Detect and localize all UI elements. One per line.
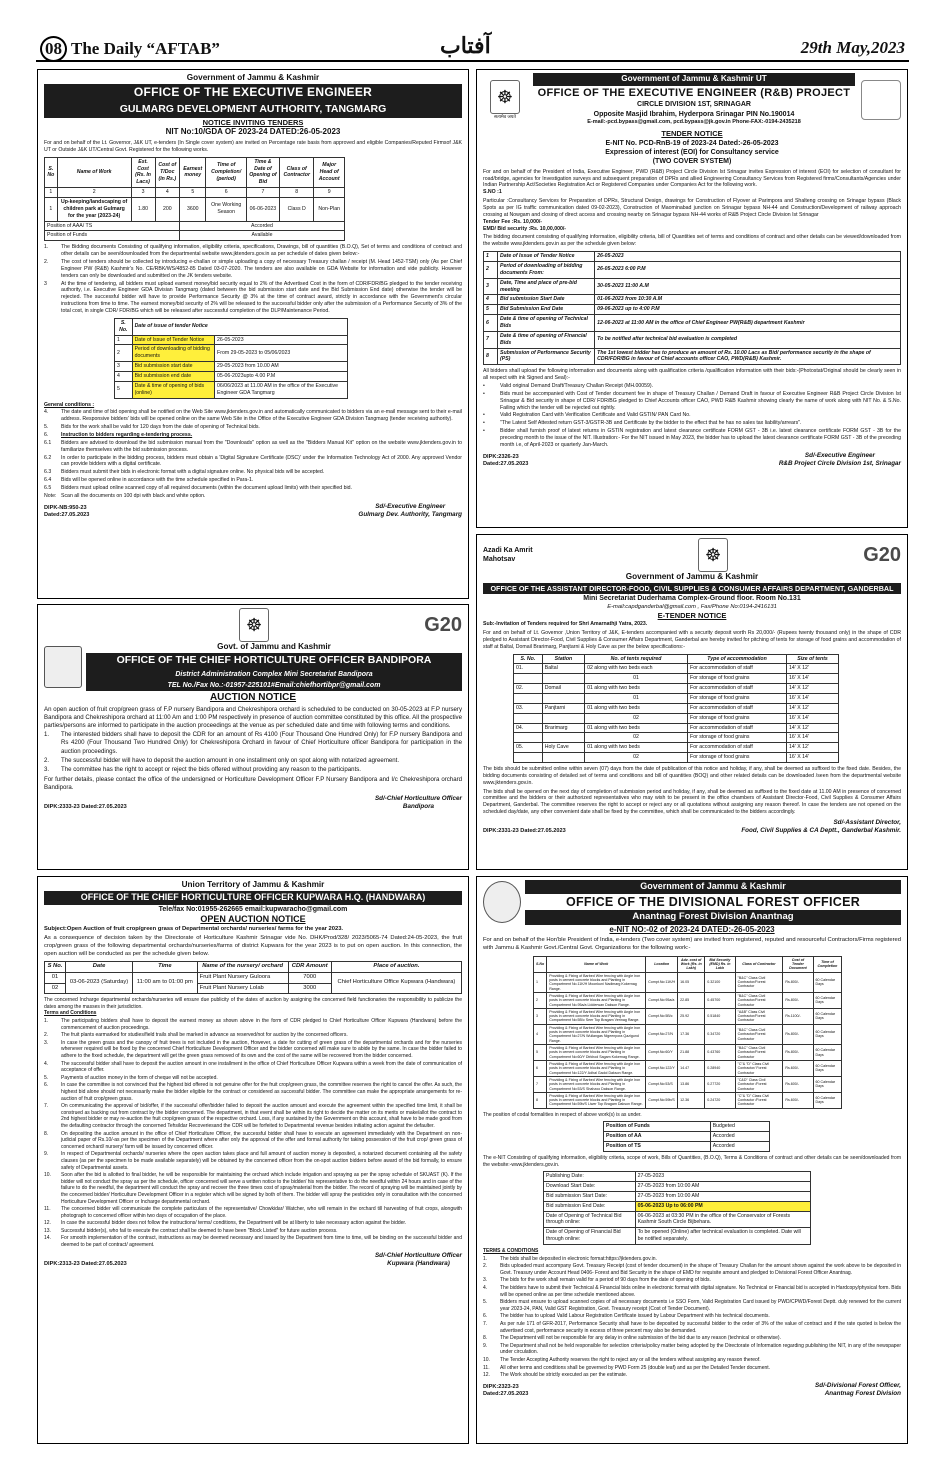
emd: EMD/ Bid security :Rs. 10,00,000/- bbox=[483, 225, 567, 232]
table-cell: 200 bbox=[155, 197, 180, 221]
table-row: 02 For storage of food grains 16' X 14' bbox=[514, 753, 839, 763]
table-cell: 6 bbox=[206, 188, 246, 198]
table-cell: 1 bbox=[45, 197, 58, 221]
paragraph: The concerned Incharge departmental orchards/nurseries will ensure due publicity of the dates of auction by assigning the concerned field functionaries the responsibility to publicize the dates among the masses in their jurisdiction. bbox=[44, 997, 462, 1010]
table-cell: Submission of Performance Security (PS) bbox=[498, 348, 595, 365]
table-cell: 1 bbox=[115, 335, 133, 345]
list-item: 6.2 In order to participate in the bidding process, bidders must obtain a 'Digital Signature Certificate (DSC)' under the Information Technology Act of 2000. Any approved Vendor can provide bidders with a digital certificate. bbox=[44, 454, 462, 468]
list-item: 2. The fruit plants earmarked for studies/field trails shall be marked in advance as reserved/not for auction by the concerned officers. bbox=[44, 1032, 348, 1039]
table-cell: 12-06-2023 at 11:00 AM in the office of Chief Engineer PW(R&B) department Kashmir bbox=[595, 315, 901, 332]
table-cell: Date & time of opening of Technical Bids bbox=[498, 315, 595, 332]
list-item: • Valid original Demand Draft/Treasury Challan Receipt (MH.00059). bbox=[483, 383, 654, 389]
intro-paragraph: For and on behalf of the Hon'ble President of India, e-tenders (Two cover system) are invited from registered, reputed and resourceful Contractors/Firms registered with Jammu & Kashmir Govt./Central Govt. Organizations for the following work:- bbox=[483, 937, 901, 952]
dates-table bbox=[114, 318, 348, 399]
terms-heading: Terms and Conditions bbox=[44, 1010, 97, 1017]
table-cell: 5 bbox=[484, 305, 498, 315]
table-cell: Class D bbox=[280, 197, 314, 221]
table-row: 05. Holy Cave 01 along with two beds For accommodation of staff 14' X 12' bbox=[514, 743, 839, 753]
table-cell: Position of AAA/ TS bbox=[45, 221, 180, 231]
table-header: Time & Date of Opening of Bid bbox=[246, 157, 279, 187]
list-item: • Valid Registration Card with Verification Certificate and Valid GSTIN/ PAN Card No. bbox=[483, 412, 691, 419]
signature-block: DIPK:2323-23 Dated:27.05.2023 Sd/-Divisional Forest Officer, Anantnag Forest Division bbox=[483, 1381, 901, 1398]
intro-paragraph: For and on behalf of Lt. Governor ,Union Territory of J&K, E-tenders accompanied with a security deposit worth Rs 20,000/- (Rupees twenty thousand only) in the shape of CDR pledged to Assistant Director-Food, Civil Supplies & Consumer Affairs Department, Ganderbal are hereby invited for pitching of tents for storage of food grains and accommodation of staff at Baltal, Domail Brarimarg, Panjtarni & Holy Cave as per the below specifications:- bbox=[483, 629, 901, 650]
table-row: 01 For storage of food grains 16' X 14' bbox=[514, 674, 839, 684]
table-cell: 2 bbox=[57, 188, 131, 198]
list-item: 4. The date and time of bid opening shall be notified on the Web Site www.jktenders.gov.in and automatically communicated to bidders via an e-mail message sent to their e-mail address. Responsive bidders' bids will be opened online on the same Web Site in the Office of the Executive Engineer GDA Division Tangmarg (tender receiving authority). bbox=[44, 409, 462, 423]
page-number: 08 The Daily “AFTAB” bbox=[40, 36, 220, 62]
table-cell: Position of Funds bbox=[45, 231, 180, 241]
list-item: 1. The bids shall be deposited in electronic format:https://jktenders.gov.in. bbox=[483, 1255, 657, 1262]
list-item: 12. In case the successful bidder does not follow the instructions/ terms/ conditions, the Department will be at liberty to take necessary action against the bidder. bbox=[44, 1220, 407, 1227]
table-cell: 5 bbox=[180, 188, 206, 198]
ad-contact: TEL No./Fax No.:-01957-225101#Email:chiefhortibpr@gmail.com bbox=[86, 680, 462, 691]
list-item: 9. The Department shall not be held responsible for selection criteria/policy matter being adopted by the Directorate of Information regarding publishing the NIT, in any of the newspaper under circulation. bbox=[483, 1342, 901, 1356]
table-cell: Date & time of opening of Financial Bids bbox=[498, 331, 595, 348]
list-item: 7. As per rule 171 of GFR-2017, Performance Security shall have to be deposited by successful bidder to the order of 3% of the value of contract and if the rate quoted is below the advertised cost, performance security in excess of three percent may also be demanded. bbox=[483, 1320, 901, 1334]
table-row: 01. Baltal 02 along with two beds each For accommodation of staff 14' X 12' bbox=[514, 664, 839, 674]
paragraph: For further details, please contact the office of the undersigned or Horticulture Development Officer F.P Nursery Bandipora and I/c Chekreshipora orchard Bandipora. bbox=[44, 775, 462, 791]
table-cell: 8 bbox=[280, 188, 314, 198]
table-cell: 26-05-2023 bbox=[215, 335, 348, 345]
table-cell: 3600 bbox=[180, 197, 206, 221]
paragraph: The bids should be submitted online within seven (07) days from the date of publication of this notice and holiday, if any, shall be deemed as suffixed to the fixed date. Besides, the bidding documents consisting of detailed set of terms and conditions and bill of quantities (BOQ) and other related details can be downloaded /seen from the departmental website www.jktenders.gov.in. bbox=[483, 765, 901, 786]
ad-horticulture-kupwara bbox=[37, 876, 469, 1444]
table-cell: 3 bbox=[484, 278, 498, 295]
table-cell: 05-06-2023upto 4.00 P.M bbox=[215, 372, 348, 382]
table-cell: 4 bbox=[115, 372, 133, 382]
ad-title: OFFICE OF THE EXECUTIVE ENGINEER bbox=[44, 84, 462, 102]
list-item: 6.3 Bidders must submit their bids in electronic format with a digital signature online. No physical bids will be accepted. bbox=[44, 469, 325, 476]
g20-logo: G20 bbox=[863, 543, 901, 566]
signature-block: DIPK-NB:950-23 Dated:27.05.2023 Sd/-Executive Engineer Gulmarg Dev. Authority, Tangmarg bbox=[44, 502, 462, 519]
table-row: 2 Providing & Fixing of Barbed Wire fencing with Angle Iron posts in cement concrete blocks and Planting in Compartment No.95a/a Lidderwan Dakson Range. Compt.No:95a/a 22.85 0.45700 "B&C" Class Civil Contractor/Forest Contractor Rs.800/- 60 Calendar Days bbox=[534, 992, 842, 1008]
ad-gov: Government of Jammu & Kashmir bbox=[625, 572, 759, 581]
list-item: 8. On depositing the auction amount in the office of Chief Horticulture Officer, the successful bidder shall have to execute an agreement immediately with the Department on non-judicial paper of Rs.10/-as per the specimen of the Department where after only the approval of the offer and formal authority for taking possession of the fruit crop/ green grass of concerned orchard/ nursery/ farm will be issued by concerned officer. bbox=[44, 1130, 462, 1150]
table-row: 02 For storage of food grains 16' X 14' bbox=[514, 733, 839, 743]
table-header: Time bbox=[133, 962, 198, 973]
table-cell: To be notified after technical bid evaluation is completed bbox=[595, 331, 901, 348]
terms-heading: TERMS & CONDITIONS bbox=[483, 1248, 539, 1255]
ad-title: OFFICE OF THE EXECUTIVE ENGINEER (R&B) PROJECT bbox=[537, 86, 851, 99]
list-item: • "The Latest Self Attested return GST-3/GSTR-3B and Certificate by the bidder to the effect that he has no sales tax liability/arrears". bbox=[483, 420, 802, 427]
ad-address: Opposite Masjid Ibrahim, Hyderpora Srinagar PIN No.190014 bbox=[593, 110, 795, 118]
list-item: 1. The participating bidders shall have to deposit the earnest money as shown above in the form of CDR pledged to Chief Horticulture Officer Kupwara (Handwara) before the commencement of auction proceedings. bbox=[44, 1018, 462, 1031]
signature-block: DIPK:2326-23 Dated:27.05.2023 Sd/-Executive Engineer R&B Project Circle Division 1st, Srinagar bbox=[483, 451, 901, 468]
list-item: 3. In case the green grass and the canopy of fruit trees is not included in the auction, However, a date for cutting of green grass of the departmental orchards and for the nurseries whenever required will be fixed by the concerned Chief Horticulture Development Officer and the bidder concerned will make sure to abide by the same. In case the bidder failed to adhere to the fixed schedule, the department will get the green grass removed of its own and the cost of the same will be recovered from the bidder concerned. bbox=[44, 1039, 462, 1060]
codal-line: The position of codal formalities in respect of above work(s) is as under. bbox=[483, 1111, 642, 1118]
cover-system: (TWO COVER SYSTEM) bbox=[652, 158, 732, 166]
table-cell: Bid submission Start Date bbox=[498, 295, 595, 305]
table-header: Type of accommodation bbox=[688, 654, 787, 664]
table-cell: 06-06-2023 bbox=[246, 197, 279, 221]
table-cell: 5 bbox=[115, 381, 133, 398]
list-item: 6.4 Bids will be opened online in accordance with the time schedule specified in Para-1. bbox=[44, 477, 254, 484]
table-header: Place of auction. bbox=[331, 962, 461, 973]
signature-block: DIPK:2313-23 Dated:27.05.2023 Sd/-Chief Horticulture Officer Kupwara (Handwara) bbox=[44, 1251, 462, 1267]
table-cell: Bid submission end date bbox=[132, 372, 214, 382]
list-item: 6.5 Bidders must upload online scanned copy of all required documents (within the document upload limits) with their specified bid. bbox=[44, 485, 352, 492]
table-cell: The 1st lowest bidder has to produce an amount of Rs. 10.00 Lacs as Bid/ performance security in the shape of CDR/FDR/BG in favour of Chief accounts officer CAO, PWD(R&B) Kashmir. bbox=[595, 348, 901, 365]
table-cell: 2 bbox=[484, 261, 498, 278]
table-cell: 1.80 bbox=[131, 197, 155, 221]
table-row: 6 Providing & Fixing of Barbed Wire fencing with Angle Iron posts in cement concrete blocks and Planting in Compartment No:122/Y Adhal Gadol Dakson Range. Compt.No:122/Y 14.47 0.28940 "C"& "D" Class Civil Contractor/ Forest Contractor Rs.600/- 60 Calendar Days bbox=[534, 1060, 842, 1076]
notice-heading: OPEN AUCTION NOTICE bbox=[200, 913, 306, 924]
list-item: 2. Bids uploaded must accompany Govt. Treasury Receipt (cost of tender document) in the shape of Treasury Challan for the amount shown against the work above to be deposited in Govt. Treasury under Account Head 0406- Forest and Bid Security in the shape of EMD for requisite amount and pledged to Divisional Forest Officer Anantnag. bbox=[483, 1263, 901, 1276]
table-cell: 1 bbox=[45, 188, 58, 198]
list-item: 2. The successful bidder will have to deposit the auction amount in one installment only on spot along with notarized agreement. bbox=[44, 756, 400, 764]
table-cell: 8 bbox=[484, 348, 498, 365]
table-header: S. No. bbox=[514, 654, 543, 664]
notice-heading: TENDER NOTICE bbox=[661, 129, 723, 139]
ad-address: Mini Secretariat Duderhama Complex-Ground floor. Room No.131 bbox=[583, 595, 801, 603]
table-row: 1 Providing & Fixing of Barbed Wire fencing with Angle Iron posts in cement concrete blocks and Planting in Compartment No.11K/H Moonkuni Nadimarg Kokernag Range. Compt.No:11K/H 16.05 0.32100 "B&C" Class Civil Contractor/Forest Contractor Rs.800/- 60 Calendar Days bbox=[534, 972, 842, 992]
ad-gov: Government of Jammu & Kashmir UT bbox=[533, 73, 855, 86]
general-conditions-heading: General conditions : bbox=[44, 401, 95, 408]
ad-gov: Govt. of Jammu and Kashmir bbox=[217, 642, 331, 651]
subject-line: Subject:Open Auction of fruit crop/green grass of Departmental orchards/ nurseries/ farms for the year 2023. bbox=[44, 925, 344, 932]
table-cell: Date & time of opening of bids (online) bbox=[132, 381, 214, 398]
table-row: 5 Providing & Fixing of Barbed Wire fencing with Angle Iron posts in cement concrete blocks and Planting in Compartment No:60/Y Dirkhod Sagam Kokernag Range. Compt.No:60/Y 21.88 0.43760 "B&C" Class Civil Contractor/Forest Contractor Rs.800/- 60 Calendar Days bbox=[534, 1045, 842, 1061]
list-item: 9. In respect of Departmental orchards/ nurseries where the open auction takes place and full amount of auction money is deposited, a notarized document containing all the safety clauses (as per the specimen to be made available separately) will be obtained by the concerned officer from the on-spot auction bidders before award of the bid formally, to ensure safety of Departmental assets. bbox=[44, 1151, 462, 1171]
intro-paragraph: For and on behalf of the Lt. Governor, J&K UT, e-tenders (In Single cover system) are invited on Percentage rate basis from approved and eligible Companies/Reputed Firmsof J&K UT or Outside J&K UT/Central Govt. Registered for the following works. bbox=[44, 139, 462, 153]
table-cell: 4 bbox=[155, 188, 180, 198]
list-item: 6. The bidder has to upload Valid Labour Registration Certificate issued by Labour Department with his technical documents. bbox=[483, 1313, 770, 1320]
table-cell: Bid submission start date bbox=[132, 362, 214, 372]
list-item: 3. The committee has the right to accept or reject the bids offered without providing any reason to the participants. bbox=[44, 765, 362, 773]
table-cell: Accorded bbox=[180, 221, 345, 231]
table-row: 8 Providing & Fixing of Barbed Wire fencing with Angle Iron posts in cement concrete blocks and Planting in Compartment No:59b/S Liwer Top Bragam Dakson Range. Compt.No:59b/S 12.36 0.24720 "C"& "D" Class Civil Contractor /Forest Contractor Rs.600/- 60 Calendar Days bbox=[534, 1092, 842, 1108]
list-item: 5. Bidders must ensure to upload scanned copies of all necessary documents i.e SSO Form, Valid Registration Card issued by PWD/CPWD/Forest Deptt. duly renewed for the current year 2023-24, PAN, Valid GST Registration, Govt. Treasury receipt (Cost of Tender Document). bbox=[483, 1299, 901, 1312]
forest-dept-logo-icon bbox=[483, 881, 521, 923]
table-cell: Up-keeping/landscaping of children park at Gulmarg for the year (2023-24) bbox=[57, 197, 131, 221]
list-item: 8. The Department will not be responsible for any delay in online submission of the bid due to any reason (technical or otherwise). bbox=[483, 1335, 781, 1342]
nit-number: NIT No:10/GDA OF 2023-24 DATED:26-05-2023 bbox=[165, 127, 341, 137]
table-header: Name of Work bbox=[57, 157, 131, 187]
ad-gov: Government of Jammu & Kashmir bbox=[186, 73, 320, 82]
list-item: 14. For smooth implementation of the contract, instructions as may be deemed necessary and issued by the Department from time to time, will be binding on the successful bidder and deemed to be part of contract/ agreement. bbox=[44, 1235, 462, 1249]
table-row: 02 For storage of food grains 16' X 14' bbox=[514, 713, 839, 723]
list-item: 4. The successful bidder shall have to deposit the auction amount in one installment in the office of Chief Horticulture Officer Kupwara within a week from the date of communication of acceptance of offer. bbox=[44, 1060, 462, 1074]
paragraph: The e-NIT Consisting of qualifying information, eligibility criteria, scope of work, Bills of Quantities, (B.O.Q), Terms & Conditions of contract and other details can be seen/downloaded from the website:-www.jktenders.gov.in. bbox=[483, 1154, 901, 1168]
schedule-table bbox=[483, 251, 901, 365]
ad-rnb-project bbox=[476, 69, 908, 528]
work-particular: Particular :Consultancy Services for Preparation of DPRs, Structural Design, drawings for Construction of Flyover at Parimpora and Shalteng crossing on Srinagar bypass (Black Spots as per IG traffic communication dated 09-02-2023), Construction of Maominabad junction on Srinagar bypass NH-44 and Construction/Development of railway approach crossing at Nowgam and closing of direct access and crossing nearby on Srinagar bypass NH-44 works of R&B Project Circle Division Ist Srinagar bbox=[483, 198, 901, 218]
list-item: 1. The Bidding documents Consisting of qualifying information, eligibility criteria, specifications, Drawings, bill of quantities (B.O.Q), Set of terms and conditions of contract and other details can be seen/downloaded from the departmental website www.jktenders.gov.in as per schedule of dates given below:- bbox=[44, 244, 462, 258]
table-header: Size of tents bbox=[787, 654, 839, 664]
table-row: 02 Fruit Plant Nursery Lolab 3000 bbox=[45, 983, 462, 994]
g20-logo: G20 bbox=[424, 613, 462, 636]
ad-gda-tangmarg bbox=[37, 69, 469, 599]
table-cell: 6 bbox=[484, 315, 498, 332]
ad-contact: E-mail:capdganderbal@gmail.com , Fax/Phone No:0194-2416131 bbox=[607, 603, 777, 610]
table-row: 02. Domail 01 along with two beds For accommodation of staff 14' X 12' bbox=[514, 684, 839, 694]
table-header: Time of Completion/ (period) bbox=[206, 157, 246, 187]
table-cell: Date of Issue of Tender Notice bbox=[498, 252, 595, 262]
list-item: 11. The concerned bidder will communicate the complete particulars of the representative/ Chowkidar/ Watcher, who will remain in the orchard till harvesting of fruit crops, alongwith photograph to concerned officer within two days of occupation of the place. bbox=[44, 1206, 462, 1219]
issue-date: 29th May,2023 bbox=[800, 38, 905, 57]
list-item: 2. The cost of tenders should be collected by introducing e-challan or simple uploading a copy of necessary Treasury challan / receipt (M. Head 1452-TSM) only (As per Chief Engineer PW (R&B) Kashmir's No. CE/RBK/WS/4852-85 Dated 03-07-2020. The tenders are also available on GDA Website for information and vide publicity. However tenders can only be downloaded and submitted on the JK tenders website. bbox=[44, 258, 462, 279]
table-header: Station bbox=[542, 654, 584, 664]
signature-block: DIPK:2333-23 Dated:27.05.2023 Sd/-Chief Horticulture Officer Bandipora bbox=[44, 794, 462, 810]
position-table: Position of Funds Budgeted Position of AA Accorded Position of TS Accorded bbox=[603, 1121, 770, 1152]
table-cell: Available bbox=[180, 231, 345, 241]
ad-title: OFFICE OF THE DIVISIONAL FOREST OFFICER bbox=[565, 894, 861, 909]
ad-subtitle: CIRCLE DIVISION 1ST, SRINAGAR bbox=[637, 101, 751, 109]
ad-title: OFFICE OF THE CHIEF HORTICULTURE OFFICER BANDIPORA bbox=[86, 653, 462, 669]
dates-table: Publishing Date: 27-05-2023 Download Start Date: 27-05-2023 from 10:00 AM Bid submission Start Date: 27-05-2023 from 10:00 AM Bid submission End Date: 05-06-2023 Up to 06:00 PM Date of Opening of Technical Bid through online: 06-06-2023 at 03:30 PM in the office of the Conservator of Forests Kashmir South Circle Bijbehara. Date of Opening of Financial Bid through online: To be opened (Online) after technical evaluation is completed. Date will be notified separately. bbox=[543, 1171, 811, 1245]
state-emblem-icon: ☸ bbox=[698, 538, 728, 572]
list-item: 3. The bids for the work shall remain valid for a period of 90 days from the date of opening of bids. bbox=[483, 1277, 711, 1284]
list-item: All bidders shall upload the following information and documents along with qualification criteria /qualification information with their bids:-(Photostat/Original should be clearly seen in all respect with ink Signed and Seal):- bbox=[483, 368, 901, 382]
table-cell: 29-05-2023 from 10.00 AM bbox=[215, 362, 348, 372]
list-item: 6.1 Bidders are advised to download the bid submission manual from the "Downloads" option as well as the "Bidders Manual Kit" option on the website www.jktenders.gov.in to familiarize themselves with the bid submission process. bbox=[44, 439, 462, 453]
table-header: Est. Cost (Rs. In Lacs) bbox=[131, 157, 155, 187]
table-row: 04. Brarimarg 01 along with two beds For accommodation of staff 14' X 12' bbox=[514, 723, 839, 733]
table-cell: 9 bbox=[314, 188, 345, 198]
table-header: Class of Contractor bbox=[280, 157, 314, 187]
paragraph: The bids shall be opened on the next day of completion of submission period and holiday, if any, shall be deemed as suffixed to the fixed date at 11.00 AM in presence of concerned committee and the bidders or their authorized representatives who may wish to be present in the office chambers of Assistant Director-Food, Civil Supplies & Consumer Affairs Department, Ganderbal. The committee reserves the right to accept or reject any or all quotations without assigning any reason thereof. In case the tenders are not opened on the scheduled day/date, any other convenient date shall be fixed by the committee, which shall be communicated to the bidders accordingly. bbox=[483, 788, 901, 816]
nit-number: e-NIT NO:-02 of 2023-24 DATED:-26-05-2023 bbox=[609, 924, 775, 934]
newspaper-logo: آفتاب bbox=[440, 33, 491, 59]
nit-number: E-NIT No. PCD-RnB-19 of 2023-24 Dated:-26-05-2023 bbox=[605, 139, 779, 147]
table-cell: 1 bbox=[484, 252, 498, 262]
ad-horticulture-bandipora bbox=[37, 604, 469, 870]
table-cell: Period of downloading of bidding documents bbox=[132, 345, 214, 362]
list-item: • Bidder shall furnish proof of latest returns in GSTIN registration and latest clearance certificate FORM GST - 3B i.e. latest clearance certificate FORM GST - 3B for the preceding month to the issue of the NIT. Illustration:- For the NIT issued in May 2023, the bidder has to upload the latest clearance certificate FORM GST - 3B of the preceding month i.e, of April-2023 or quarterly Jan-March. bbox=[483, 428, 901, 448]
eoi-heading: Expression of interest (EOI) for Consultancy service bbox=[605, 149, 779, 157]
table-cell: 26-05-2023 bbox=[595, 252, 901, 262]
ad-subtitle: Anantnag Forest Division Anantnag bbox=[525, 910, 901, 925]
list-item: 11. All other terms and conditions shall be governed by PWD Form 25 (double leaf) and as per the Detailed Tender document. bbox=[483, 1364, 771, 1371]
list-item: 6. In case the committee is not convinced that the highest bid offered is not genuine offer for the fruit crop/green grass, the committee reserves the right to cancel the offer. As such, the highest bid alone should not necessarily make the bidder eligible for the contract or considered as successful bidder. The committee can make the appropriate arrangements for re-auction of fruit crop/green grass. bbox=[44, 1082, 462, 1102]
table-cell: Date of Issue of Tender Notice bbox=[132, 335, 214, 345]
list-item: • Bids must be accompanied with Cost of Tender document fee in shape of Treasury Challan / Demand Draft in favour of Executive Engineer R&B Project Circle Division Ist Srinagar & Bid security in shape of CDR/ FDR/BG pledged to Chief Accounts officer CAO, PWD R&B Kashmir showing clearly the name of work along with NIT No. & S.No. Failing which the tender will be rejected out rightly. bbox=[483, 390, 901, 411]
table-header: Cost of T/Doc (in Rs.) bbox=[155, 157, 180, 187]
list-item: 13. Successful bidder(s), who fail to execute the contract shall be deemed to have been "Block Listed" for future auction process. bbox=[44, 1227, 338, 1234]
table-row: 03. Panjtarni 01 along with two beds For accommodation of staff 14' X 12' bbox=[514, 703, 839, 713]
list-item: 6. Instruction to bidders regarding e-tendering process. bbox=[44, 432, 193, 439]
table-cell: 2 bbox=[115, 345, 133, 362]
table-header: S. No. bbox=[115, 318, 133, 335]
table-header: Major Head of Account bbox=[314, 157, 345, 187]
table-cell: 01-06-2023 from 10:30 A.M bbox=[595, 295, 901, 305]
table-cell: Bid Submission End Date bbox=[498, 305, 595, 315]
schedule-intro: The bidding document consisting of qualifying information, eligibility criteria, bill of Quantities set of terms and conditions of contract and other details can be viewed/downloaded from the website www.jktenders.gov.in as per the schedule given below: bbox=[483, 234, 901, 248]
intro-paragraph: For and on behalf of the President of India, Executive Engineer, PWD (R&B) Project Circle Division Ist Srinagar invites Expression of interest (EOI) for selection of consultant for road/bridge, agencies for Investigation surveys and subsequent preparation of DPRs and allied Engineering Consultancy Services from Registered firms/Consultants/Agencies under Indian Partnership Act/Societies Registration Act or Registered Companies under Companies Act for the following work. bbox=[483, 168, 901, 189]
table-cell: 30-05-2023 11:00 A.M bbox=[595, 278, 901, 295]
notice-heading: AUCTION NOTICE bbox=[209, 692, 297, 704]
signature-block: DIPK:2331-23 Dated:27.05.2023 Sd/-Assistant Director, Food, Civil Supplies & CA Deptt., Ganderbal Kashmir. bbox=[483, 819, 901, 835]
list-item: Note: Scan all the documents on 100 dpi with black and white option. bbox=[44, 492, 206, 499]
tender-fee: Tender Fee :Rs. 10,000/- bbox=[483, 218, 543, 225]
table-cell: From 29-05-2023 to 05/06/2023 bbox=[215, 345, 348, 362]
table-row: 01 03-06-2023 (Saturday) 11:00 am to 01:00 pm Fruit Plant Nursery Guloora 7000 Chief Horticulture Office Kupwara (Handwara) bbox=[45, 973, 462, 984]
table-header: CDR Amount bbox=[288, 962, 331, 973]
list-item: 12. The Work should be strictly executed as per the estimate. bbox=[483, 1372, 628, 1379]
list-item: 5. Bids for the work shall be valid for 120 days from the date of opening of Technical bids. bbox=[44, 424, 260, 431]
list-item: 4. The bidders have to submit their Technical & Financial bids online in electronic format with digital signature. No Technical or Financial bid is accepted in Hardcopy/physical form. Bids will be opened online as per time schedule mentioned above. bbox=[483, 1285, 901, 1298]
auction-table bbox=[44, 961, 462, 994]
table-cell: 3 bbox=[131, 188, 155, 198]
ad-address: District Administration Complex Mini Secretariat Bandipora bbox=[86, 669, 462, 680]
list-item: 10. Soon after the bid is allotted to final bidder, he will be responsible for maintaining the orchard which include irrigation and spraying as per the spray schedule of SKUAST (K). If the bidder will not conduct the spray as per the schedule, officer concerned will serve a written notice to the bidder/ his representative to do the needful within 24 hours and in case of the failure to do the needful, the department will conduct the spray and recover the three times cost of spray/material from the bidder. The record of spraying will be maintained jointly by the concerned bidder/ Horticulture Development Officer in a register which will be signed by both of them. The bidder will spray the pesticides only in consultation with the concerned Horticulture Development Officer or Incharge departmental orchard. bbox=[44, 1172, 462, 1205]
table-cell: 3 bbox=[115, 362, 133, 372]
table-header: No. of tents required bbox=[585, 654, 688, 664]
subject-line: Sub:-Invitation of Tenders required for Shri Amarnathji Yatra, 2023. bbox=[483, 621, 648, 628]
ad-contact: Tele/fax No:01955-262665 email:kupwaracho@gmail.com bbox=[158, 905, 348, 913]
table-cell: 06/06/2023 at 11.00 AM in the office of the Executive Engineer GDA Tangmarg bbox=[215, 381, 348, 398]
list-item: 10. The Tender Accepting Authority reserves the right to reject any or all the tenders without assigning any reason thereof. bbox=[483, 1356, 761, 1363]
serial-number: S.NO :1 bbox=[483, 189, 502, 196]
ad-food-civil-supplies bbox=[476, 534, 908, 870]
table-row: 7 Providing & Fixing of Barbed Wire fencing with Angle Iron posts in cement concrete blocks and Planting in Compartment No:53/S Shahzoo Dakson Range. Compt.No:53/S 13.86 0.27720 "C&D" Class Civil Contractor /Forest Contractor Rs.600/- 60 Calendar Days bbox=[534, 1076, 842, 1092]
ad-contact: E-mail:-pcd.bypass@gmail.com, pcd.bypass@jk.gov.in Phone-FAX:-0194-2435218 bbox=[587, 118, 801, 125]
table-cell: 09-06-2023 up to 4:00 P.M bbox=[595, 305, 901, 315]
works-table bbox=[44, 157, 345, 242]
table-header: Date bbox=[66, 962, 133, 973]
state-emblem-icon: ☸ सत्यमेव जयते bbox=[483, 80, 527, 120]
list-item: 7. On communicating the approval of bid/offer, if the successful offer/bidder failed to deposit the auction amount and execute the agreement within the specified time limit, it shall be construed as backing out from contract by the bidder concerned. The department, in that event shall be within its right to decide the matter on its merits or make/allot the contract to 2nd highest bidder or may re-auction the fruit crop/green grass of the respective orchard. Loss, if any sustained by the Government on this account, shall have to be made good from the defaulting contractor through the concerned Tehsildar Recoveriesand the CDR will be forfeited to Departmental revenue besides initiating action against the defaulter. bbox=[44, 1103, 462, 1129]
table-cell: Date, Time and place of pre-bid meeting bbox=[498, 278, 595, 295]
table-cell: 26-05-2023 6:00 P.M bbox=[595, 261, 901, 278]
ad-gov: Union Territory of Jammu & Kashmir bbox=[181, 880, 325, 889]
table-cell: 7 bbox=[484, 331, 498, 348]
building-photo-icon bbox=[861, 80, 901, 120]
ad-title: OFFICE OF THE CHIEF HORTICULTURE OFFICER KUPWARA H.Q. (HANDWARA) bbox=[44, 891, 462, 905]
table-row: 4 Providing & Fixing of Barbed Wire fencing with Angle Iron posts in cement concrete blocks and Planting in Compartment No:27/N Wullangas Nigeenpora Qazigund Range. Compt.No:27/N 17.36 0.34720 "B&C" Class Civil Contractor/Forest Contractor Rs.800/- 60 Calendar Days bbox=[534, 1024, 842, 1044]
table-cell: 7 bbox=[246, 188, 279, 198]
department-logo-icon bbox=[44, 646, 82, 688]
table-header: S. No bbox=[45, 157, 58, 187]
table-cell: 4 bbox=[484, 295, 498, 305]
ad-forest-anantnag bbox=[476, 876, 908, 1444]
notice-heading: E-TENDER NOTICE bbox=[657, 611, 727, 621]
table-header: S No. bbox=[45, 962, 66, 973]
list-item: 3 At the time of tendering, all bidders must upload earnest money/bid security equal to 2% of the Advertised Cost in the form of CDR/FDR/BG pledged to the tender receiving authority, i.e. Executive Engineer GDA Divisian Tangmarg (dated between the bid submission start date and the Bid Submission End date) otherwise the tender will be rejected. The successful bidder will have to provide Performance Security @ 3% at the time of contract award, strictly in accordance with the Government's circular instructions from time to time. The earnest money/bid security of 2% will be released to the successful bidder only after the submission of a Performance Security of 3% of the total cost, in single CDR/ FDR/BG which will be released after successful completion of the DLP/Maintenance Period. bbox=[44, 280, 462, 314]
masthead-rule bbox=[36, 60, 909, 62]
ad-subtitle: GULMARG DEVELOPMENT AUTHORITY, TANGMARG bbox=[44, 102, 462, 118]
list-item: 5. Payments of auction money in the form of cheque will not be accepted. bbox=[44, 1074, 218, 1081]
ad-title: OFFICE OF THE ASSISTANT DIRECTOR-FOOD, CIVIL SUPPLIES & CONSUMER AFFAIRS DEPARTMENT, GANDERBAL bbox=[483, 583, 901, 595]
works-table: S.No Name of Work Location Adv. cost of Work (Rs. in Lakh) Bid Security (EMD) Rs. in Lakh Class of Contractor Cost of Tender Document Time of Completion 1 Providing & Fixing of Barbed Wire fencing with Angle Iron posts in cement concrete blocks and Planting in Compartment No.11K/H Moonkuni Nadimarg Kokernag Range. Compt.No:11K/H 16.05 0.32100 "B&C" Class Civil Contractor/Forest Contractor Rs.800/- 60 Calendar Days 2 Providing & Fixing of Barbed Wire fencing with Angle Iron posts in cement concrete blocks and Planting in Compartment No.95a/a Lidderwan Dakson Range. Compt.No:95a/a 22.85 0.45700 "B&C" Class Civil Contractor/Forest Contractor Rs.800/- 60 Calendar Days 3 Providing & Fixing of Barbed Wire fencing with Angle Iron posts in cement concrete blocks and Planting in Compartment No:5B/c Seer Top Bragam Verinag Range. Compt.No:5B/c 25.92 0.51840 "A&B" Class Civil Contractor/Forest Contractor Rs.1100/- 60 Calendar Days 4 Providing & Fixing of Barbed Wire fencing with Angle Iron posts in cement concrete blocks and Planting in Compartment No:27/N Wullangas Nigeenpora Qazigund Range. Compt.No:27/N 17.36 0.34720 "B&C" Class Civil Contractor/Forest Contractor Rs.800/- 60 Calendar Days 5 Providing & Fixing of Barbed Wire fencing with Angle Iron posts in cement concrete blocks and Planting in Compartment No:60/Y Dirkhod Sagam Kokernag Range. Compt.No:60/Y 21.88 0.43760 "B&C" Class Civil Contractor/Forest Contractor Rs.800/- 60 Calendar Days 6 Providing & Fixing of Barbed Wire fencing with Angle Iron posts in cement concrete blocks and Planting in Compartment No:122/Y Adhal Gadol Dakson Range. Compt.No:122/Y 14.47 0.28940 "C"& "D" Class Civil Contractor/ Forest Contractor Rs.600/- 60 Calendar Days 7 Providing & Fixing of Barbed Wire fencing with Angle Iron posts in cement concrete blocks and Planting in Compartment No:53/S Shahzoo Dakson Range. Compt.No:53/S 13.86 0.27720 "C&D" Class Civil Contractor /Forest Contractor Rs.600/- 60 Calendar Days 8 Providing & Fixing of Barbed Wire fencing with Angle Iron posts in cement concrete blocks and Planting in Compartment No:59b/S Liwer Top Bragam Dakson Range. Compt.No:59b/S 12.36 0.24720 "C"& "D" Class Civil Contractor /Forest Contractor Rs.600/- 60 Calendar Days bbox=[533, 956, 842, 1109]
tents-table bbox=[513, 654, 839, 763]
intro-paragraph: An open auction of fruit crop/green grass of F.P nursery Bandipora and Chekreshipora orchard is scheduled to be conducted on 30-05-2023 at F.P nursery Bandipora and Chekreshipora orchard at 11:00 Am and 1:00 PM respectively in presence of auction committee constituted by this office. All the prospective parties/persons are informed to participate in the auction proceedings at the venue as per scheduled date and time with following terms and conditions. bbox=[44, 706, 462, 730]
table-row: 3 Providing & Fixing of Barbed Wire fencing with Angle Iron posts in cement concrete blocks and Planting in Compartment No:5B/c Seer Top Bragam Verinag Range. Compt.No:5B/c 25.92 0.51840 "A&B" Class Civil Contractor/Forest Contractor Rs.1100/- 60 Calendar Days bbox=[534, 1008, 842, 1024]
table-cell: Period of downloading of bidding documents From: bbox=[498, 261, 595, 278]
list-item: 1. The interested bidders shall have to deposit the CDR for an amount of Rs 4100 (Four Thousand One Hundred Only) for F.P nursery Bandipora and Rs 4200 (Four Thousand Two Hundred Only) for Chekreshipora Orchard in favour of Chief Horticulture officer Bandipora for participation in the auction proceedings. bbox=[44, 731, 462, 755]
table-cell: One Working Season bbox=[206, 197, 246, 221]
masthead bbox=[0, 0, 945, 64]
state-emblem-icon: ☸ bbox=[239, 608, 269, 642]
table-header: Earnest money bbox=[180, 157, 206, 187]
table-header: Date of issue of tender Notice bbox=[132, 318, 348, 335]
notice-heading: NOTICE INVITING TENDERS bbox=[202, 117, 304, 127]
azadi-logo: Azadi Ka Amrit Mahotsav bbox=[483, 546, 533, 563]
table-header: Name of the nursery/ orchard bbox=[197, 962, 288, 973]
intro-paragraph: As a consequence of decision taken by the Directorate of Horticulture Kashmir Srinagar vide No. DHK/Prod/328/ 2023/5065-74 Dated:24-05-2023, the fruit crop/green grass of the following departmental orchards/nurseries/farms of district Kupwara for the year 2023 is to put on open auction. In this connection, the open auction will be conducted as per the schedule given below. bbox=[44, 935, 462, 957]
table-cell: Non-Plan bbox=[314, 197, 345, 221]
ad-gov: Government of Jammu & Kashmir bbox=[525, 880, 901, 894]
table-row: 01 For storage of food grains 16' X 14' bbox=[514, 693, 839, 703]
